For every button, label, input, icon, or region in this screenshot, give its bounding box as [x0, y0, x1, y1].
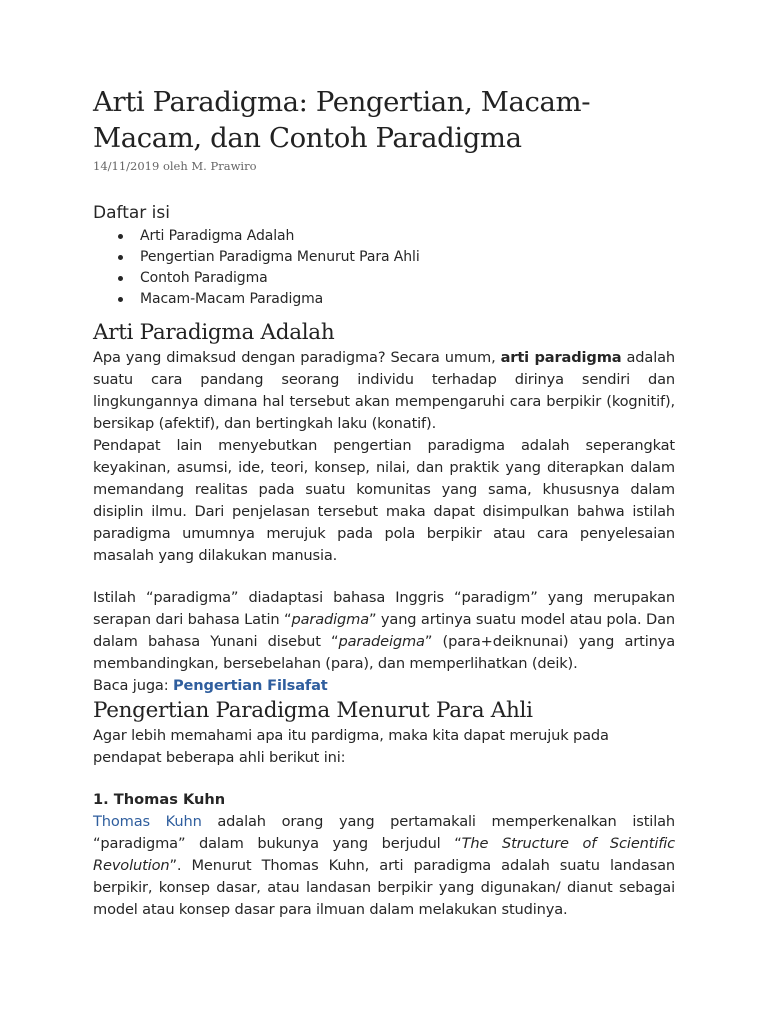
paragraph: Istilah “paradigma” diadaptasi bahasa Inggris “paradigm” yang merupakan serapan dari bahasa Latin “paradigma” yang artinya suatu model atau pola. Dan dalam bahasa Yunani disebut “paradeigma” (para+deiknunai) yang artinya membandingkan, bersebelahan (para), dan memperlihatkan (deik). — [93, 589, 675, 672]
toc-list — [93, 226, 675, 310]
article-title: Arti Paradigma: Pengertian, Macam-Macam, dan Contoh Paradigma — [93, 86, 591, 154]
subheading: 1. Thomas Kuhn — [93, 791, 226, 808]
paragraph: Pendapat lain menyebutkan pengertian paradigma adalah seperangkat keyakinan, asumsi, ide, teori, konsep, nilai, dan praktik yang diterapkan dalam memandang realitas pada suatu komunitas yang sama, khususnya dalam disiplin ilmu. Dari penjelasan tersebut maka dapat disimpulkan bahwa istilah paradigma umumnya merujuk pada pola berpikir atau cara penyelesaian masalah yang dilakukan manusia. — [93, 437, 675, 564]
paragraph: Thomas Kuhn adalah orang yang pertamakali memperkenalkan istilah “paradigma” dalam bukunya yang berjudul “The Structure of Scientific Revolution”. Menurut Thomas Kuhn, arti paradigma adalah suatu landasan berpikir, konsep dasar, atau landasan berpikir yang digunakan/ dianut sebagai model atau konsep dasar para ilmuan dalam melakukan studinya. — [93, 813, 675, 918]
paragraph: Apa yang dimaksud dengan paradigma? Secara umum, arti paradigma adalah suatu cara pandang seorang individu terhadap dirinya sendiri dan lingkungannya dimana hal tersebut akan mempengaruhi cara berpikir (kognitif), bersikap (afektif), dan bertingkah laku (konatif). — [93, 349, 675, 432]
toc-item[interactable]: Pengertian Paradigma Menurut Para Ahli — [93, 247, 675, 268]
toc-item[interactable]: Arti Paradigma Adalah — [93, 226, 675, 247]
see-also: Baca juga: Pengertian Filsafat — [93, 677, 328, 694]
paragraph: Agar lebih memahami apa itu pardigma, maka kita dapat merujuk pada pendapat beberapa ahli berikut ini: — [93, 727, 609, 766]
section-heading: Arti Paradigma Adalah — [93, 320, 335, 345]
section-heading: Pengertian Paradigma Menurut Para Ahli — [93, 698, 533, 723]
article — [93, 84, 675, 921]
toc-item[interactable]: Contoh Paradigma — [93, 268, 675, 289]
toc-title: Daftar isi — [93, 203, 170, 223]
bold-term: arti paradigma — [500, 349, 622, 366]
see-also-link[interactable]: Pengertian Filsafat — [172, 677, 328, 694]
toc-item[interactable]: Macam-Macam Paradigma — [93, 289, 675, 310]
kuhn-link[interactable]: Thomas Kuhn — [93, 813, 202, 830]
article-meta: 14/11/2019 oleh M. Prawiro — [93, 159, 257, 173]
